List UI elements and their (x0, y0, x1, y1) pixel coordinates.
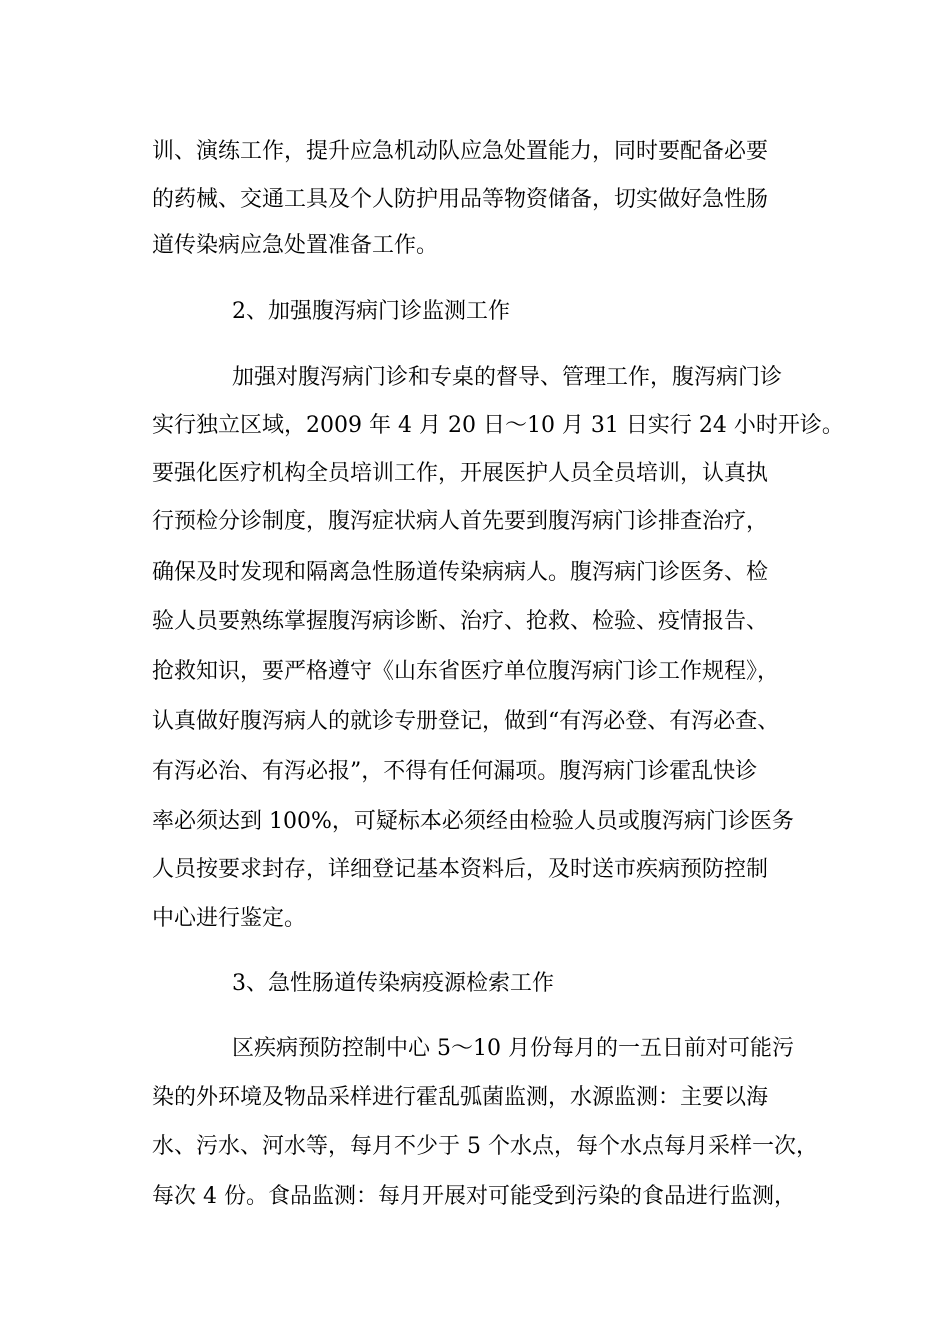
body-text-line: 抢救知识，要严格遵守《山东省医疗单位腹泻病门诊工作规程》， (152, 659, 780, 684)
body-text-line: 训、演练工作，提升应急机动队应急处置能力，同时要配备必要 (152, 139, 769, 164)
body-text-line: 染的外环境及物品采样进行霍乱弧菌监测，水源监测：主要以海 (152, 1085, 769, 1110)
body-text-line: 的药械、交通工具及个人防护用品等物资储备，切实做好急性肠 (152, 187, 769, 212)
body-text-line: 认真做好腹泻病人的就诊专册登记，做到“有泻必登、有泻必查、 (152, 709, 780, 734)
body-text-line: 道传染病应急处置准备工作。 (152, 233, 439, 258)
body-text-line: 有泻必治、有泻必报”，不得有任何漏项。腹泻病门诊霍乱快诊 (152, 759, 758, 784)
section-heading: 2、加强腹泻病门诊监测工作 (232, 299, 510, 324)
body-text-line: 中心进行鉴定。 (152, 906, 307, 931)
body-text-line: 验人员要熟练掌握腹泻病诊断、治疗、抢救、检验、疫情报告、 (152, 609, 769, 634)
body-text-line: 率必须达到 100%，可疑标本必须经由检验人员或腹泻病门诊医务 (152, 809, 794, 834)
body-text-line: 每次 4 份。食品监测：每月开展对可能受到污染的食品进行监测， (152, 1184, 796, 1209)
body-text-line: 人员按要求封存，详细登记基本资料后，及时送市疾病预防控制 (152, 857, 769, 882)
body-text-line: 加强对腹泻病门诊和专桌的督导、管理工作，腹泻病门诊 (232, 365, 783, 390)
body-text-line: 行预检分诊制度，腹泻症状病人首先要到腹泻病门诊排查治疗， (152, 509, 769, 534)
body-text-line: 要强化医疗机构全员培训工作，开展医护人员全员培训，认真执 (152, 461, 769, 486)
body-text-line: 水、污水、河水等，每月不少于 5 个水点，每个水点每月采样一次， (152, 1134, 818, 1159)
body-text-line: 区疾病预防控制中心 5～10 月份每月的一五日前对可能污 (232, 1036, 794, 1061)
body-text-line: 确保及时发现和隔离急性肠道传染病病人。腹泻病门诊医务、检 (152, 560, 769, 585)
section-heading: 3、急性肠道传染病疫源检索工作 (232, 971, 554, 996)
body-text-line: 实行独立区域，2009 年 4 月 20 日～10 月 31 日实行 24 小时开诊。 (152, 413, 844, 438)
